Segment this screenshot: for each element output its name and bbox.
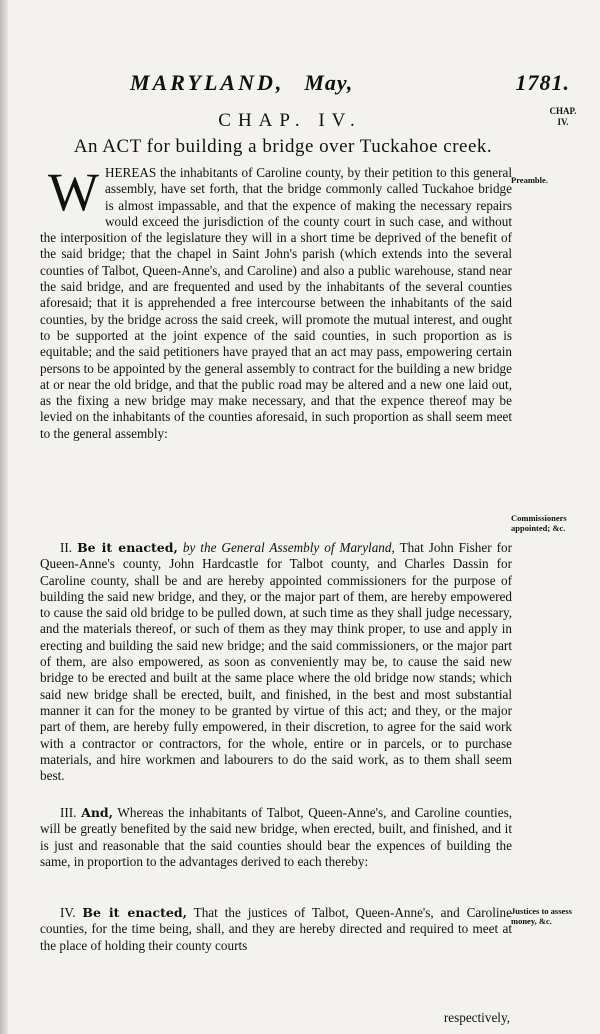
drop-cap: W	[48, 162, 99, 222]
section-2-authority: by the General Assembly of Maryland,	[182, 540, 395, 555]
margin-note-justices: Justices to assess money, &c.	[511, 906, 572, 926]
catchword: respectively,	[443, 1010, 510, 1025]
section-2	[40, 540, 512, 784]
section-3-enacting-clause: And,	[81, 805, 114, 820]
section-4-number: IV.	[60, 905, 76, 920]
margin-note-commissioners: Commissioners appointed; &c.	[511, 513, 567, 533]
section-3	[40, 805, 512, 870]
section-2-number: II.	[60, 540, 73, 555]
chapter-margin-line2: IV.	[557, 117, 569, 127]
section-2-text: That John Fisher for Queen-Anne's county, John Hardcastle for Talbot county, and Charles Dassin for Caroline county, shall be and are hereby appointed commissioners for the purpose of building the said new bridge, and they, or the major part of them, are hereby empowered to cause the said old bridge to be pulled down, at such time as they shall judge necessary, and the materials thereof, or such of them as they may think proper, to use and apply in erecting and building the said new bridge; and the said commissioners, or the major part of them, are also empowered, as soon as conveniently may be, to cause the said new bridge to be erected and built at the same place where the old bridge now stands; which said new bridge shall be erected, built, and finished, in the best and most substantial manner it can for the money to be granted by virtue of this act; and they, or the major part of them, are hereby fully empowered, in their discretion, to agree for the said work with a contractor or contractors, for the whole, entire or in parcels, or to purchase materials, and hire workmen and labourers to do the said work, as to them shall seem best.	[40, 540, 513, 784]
section-4-enacting-clause: Be it enacted,	[82, 905, 187, 920]
section-4-text: That the justices of Talbot, Queen-Anne's, and Caroline counties, for the time being, shall, and they are hereby directed and required to meet at the place of holding their county courts	[40, 905, 512, 953]
section-4	[40, 905, 512, 954]
preamble-text: HEREAS the inhabitants of Caroline county, by their petition to this general assembly, have set forth, that the bridge commonly called Tuckahoe bridge is almost impassable, and that the expence of making the necessary repairs would exceed the jurisdiction of the county court in such case, and without the interposition of the legislature they will in a short time be deprived of the benefit of the said bridge; that the chapel in Saint John's parish (which extends into the several counties of Talbot, Queen-Anne's, and Caroline) and also a public warehouse, stand near the said bridge, and are frequented and used by the inhabitants of the several counties aforesaid; that it is apprehended a free intercourse between the inhabitants of the said counties, by the bridge across the said creek, will promote the mutual interest, and ought to be supported at the joint expence of the said counties, in such proportion as is equitable; and the said petitioners have prayed that an act may pass, empowering certain persons to be appointed by the general assembly to contract for the building a new bridge at or near the old bridge, and that the public road may be altered and a new one laid out, as the fixing a new bridge may make necessary, and that the expence thereof may be levied on the inhabitants of the counties aforesaid, in such proportion as shall seem meet to the general assembly:	[40, 165, 512, 441]
header-state: MARYLAND,	[130, 70, 285, 95]
section-2-enacting-clause: Be it enacted,	[77, 540, 178, 555]
preamble-paragraph	[40, 162, 512, 442]
running-header	[130, 70, 570, 96]
header-month: May,	[304, 70, 354, 95]
section-3-number: III.	[60, 805, 77, 820]
header-year: 1781.	[515, 70, 570, 95]
margin-note-preamble: Preamble.	[511, 175, 548, 185]
chapter-margin-label	[538, 106, 588, 128]
page-edge	[0, 0, 8, 1034]
section-3-text: Whereas the inhabitants of Talbot, Queen-Anne's, and Caroline counties, will be greatly benefited by the said new bridge, when erected, built, and finished, and it is just and reasonable that the said counties should bear the expences of building the same, in proportion to the advantages derived to each thereby:	[40, 805, 513, 869]
chapter-heading: CHAP. IV.	[218, 110, 362, 131]
chapter-margin-line1: CHAP.	[549, 106, 577, 116]
act-title: An ACT for building a bridge over Tuckahoe creek.	[73, 136, 493, 157]
